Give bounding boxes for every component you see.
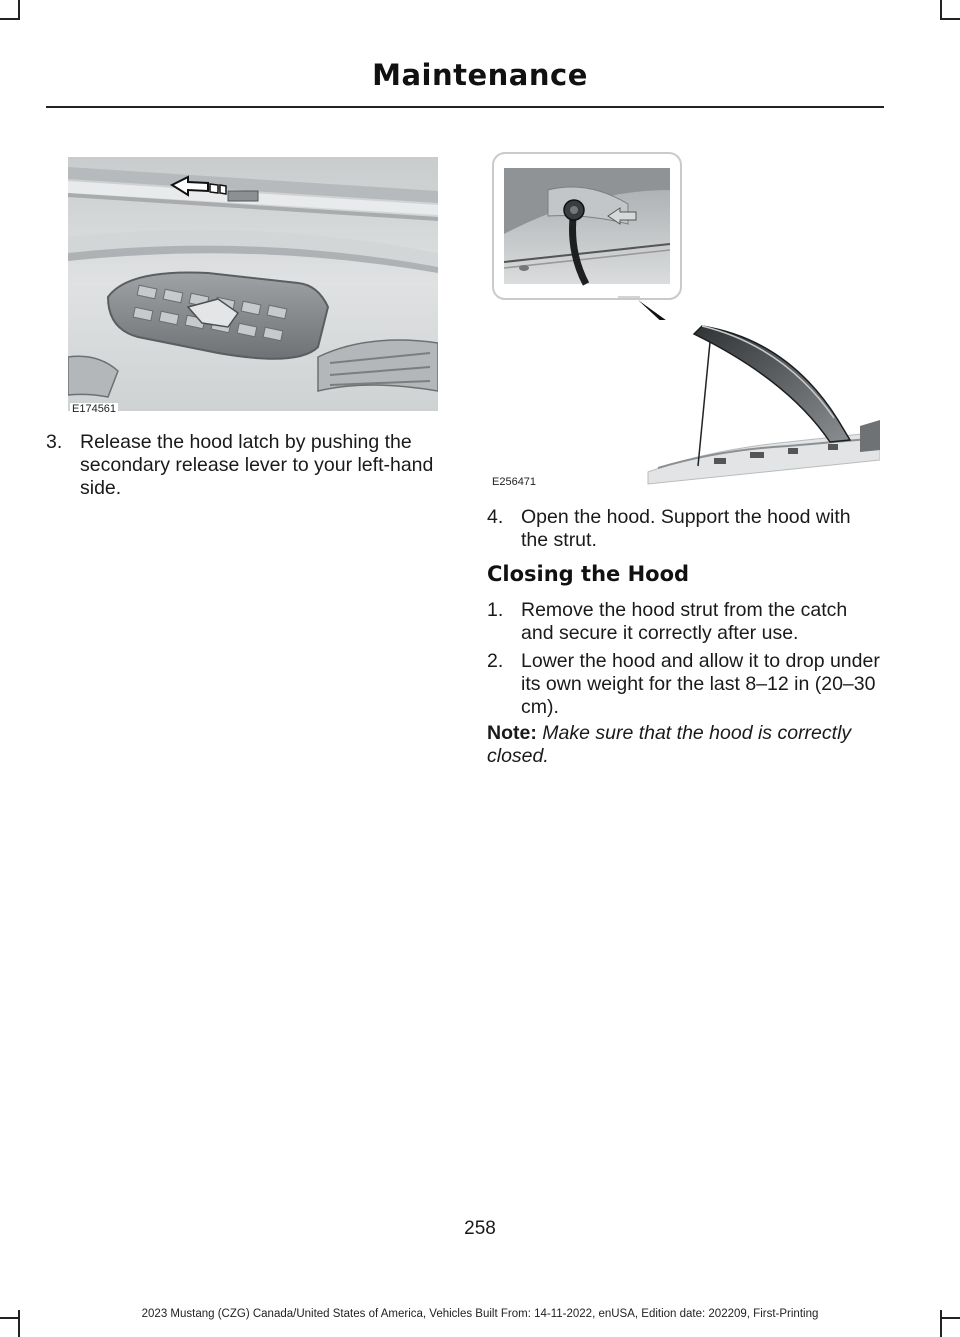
- step-number: 3.: [46, 431, 63, 453]
- crop-mark-top-right-v: [940, 0, 942, 20]
- note: [487, 722, 883, 768]
- hood-latch-illustration: [68, 157, 438, 411]
- figure-code-left: E174561: [72, 403, 117, 415]
- step-number: 2.: [487, 650, 504, 672]
- step-text: Open the hood. Support the hood with the strut.: [521, 506, 851, 551]
- page-title: Maintenance: [372, 58, 588, 92]
- step-3: [46, 431, 452, 500]
- crop-mark-top-right-h: [940, 18, 960, 20]
- figure-code-right: E256471: [492, 476, 537, 488]
- page-number: 258: [464, 1218, 496, 1239]
- crop-mark-top-left-h: [0, 18, 20, 20]
- hood-strut-illustration: [488, 150, 880, 490]
- closing-step-2: [487, 650, 883, 719]
- closing-step-1: [487, 599, 883, 645]
- header-divider: [46, 106, 884, 108]
- step-text: Lower the hood and allow it to drop under its own weight for the last 8–12 in (20–30 cm).: [521, 650, 880, 718]
- step-4: [487, 506, 883, 552]
- step-number: 1.: [487, 599, 504, 621]
- note-label: Note:: [487, 722, 537, 744]
- page-footer: 2023 Mustang (CZG) Canada/United States of America, Vehicles Built From: 14-11-2022, enUSA, Edition date: 202209, First-Printing: [141, 1308, 819, 1320]
- step-number: 4.: [487, 506, 504, 528]
- step-text: Release the hood latch by pushing the secondary release lever to your left-hand side.: [80, 431, 434, 499]
- note-text: Make sure that the hood is correctly closed.: [487, 722, 852, 767]
- step-text: Remove the hood strut from the catch and secure it correctly after use.: [521, 599, 848, 644]
- crop-mark-top-left-v: [18, 0, 20, 20]
- section-heading: Closing the Hood: [487, 562, 690, 586]
